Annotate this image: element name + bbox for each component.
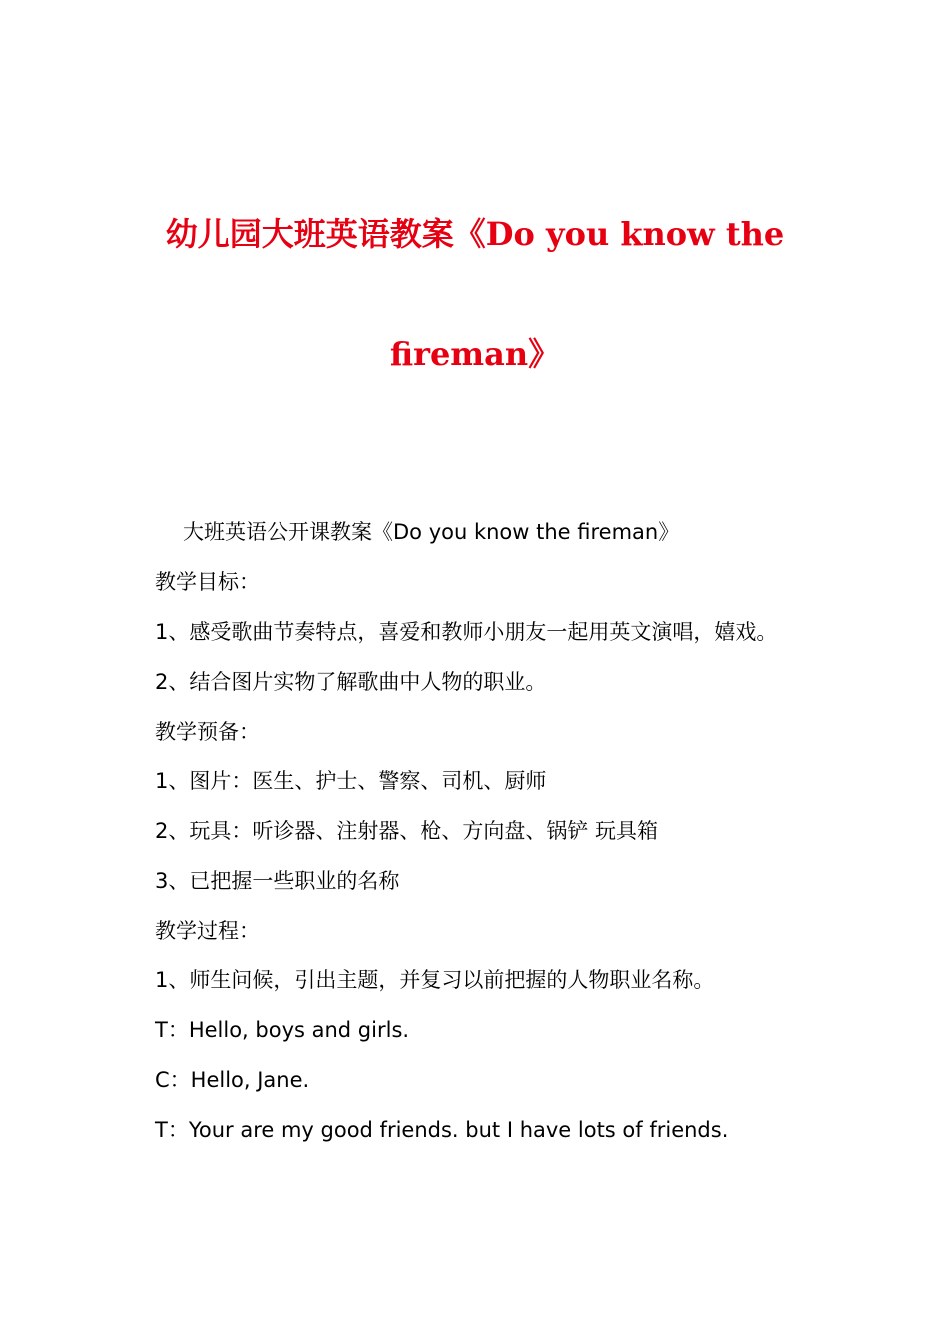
preparation-item: 2、玩具：听诊器、注射器、枪、方向盘、锅铲 玩具箱 bbox=[155, 819, 659, 843]
objective-item: 1、感受歌曲节奏特点，喜爱和教师小朋友一起用英文演唱，嬉戏。 bbox=[155, 620, 778, 644]
document-title-line-2: fireman》 bbox=[389, 335, 561, 373]
process-item: 1、师生问候，引出主题，并复习以前把握的人物职业名称。 bbox=[155, 968, 715, 992]
section-heading-preparation: 教学预备： bbox=[155, 720, 260, 744]
preparation-item: 3、已把握一些职业的名称 bbox=[155, 869, 400, 893]
preparation-item: 1、图片：医生、护士、警察、司机、厨师 bbox=[155, 769, 547, 793]
objective-item: 2、结合图片实物了解歌曲中人物的职业。 bbox=[155, 670, 547, 694]
dialogue-line: T：Hello, boys and girls. bbox=[155, 1018, 410, 1042]
section-heading-process: 教学过程： bbox=[155, 919, 260, 943]
dialogue-line: C：Hello, Jane. bbox=[155, 1068, 310, 1092]
document-title-line-1: 幼儿园大班英语教案《Do you know the bbox=[165, 215, 785, 253]
dialogue-line: T：Your are my good friends. but I have lots of friends. bbox=[155, 1118, 729, 1142]
section-heading-objectives: 教学目标： bbox=[155, 570, 260, 594]
intro-paragraph: 大班英语公开课教案《Do you know the fireman》 bbox=[183, 520, 680, 544]
